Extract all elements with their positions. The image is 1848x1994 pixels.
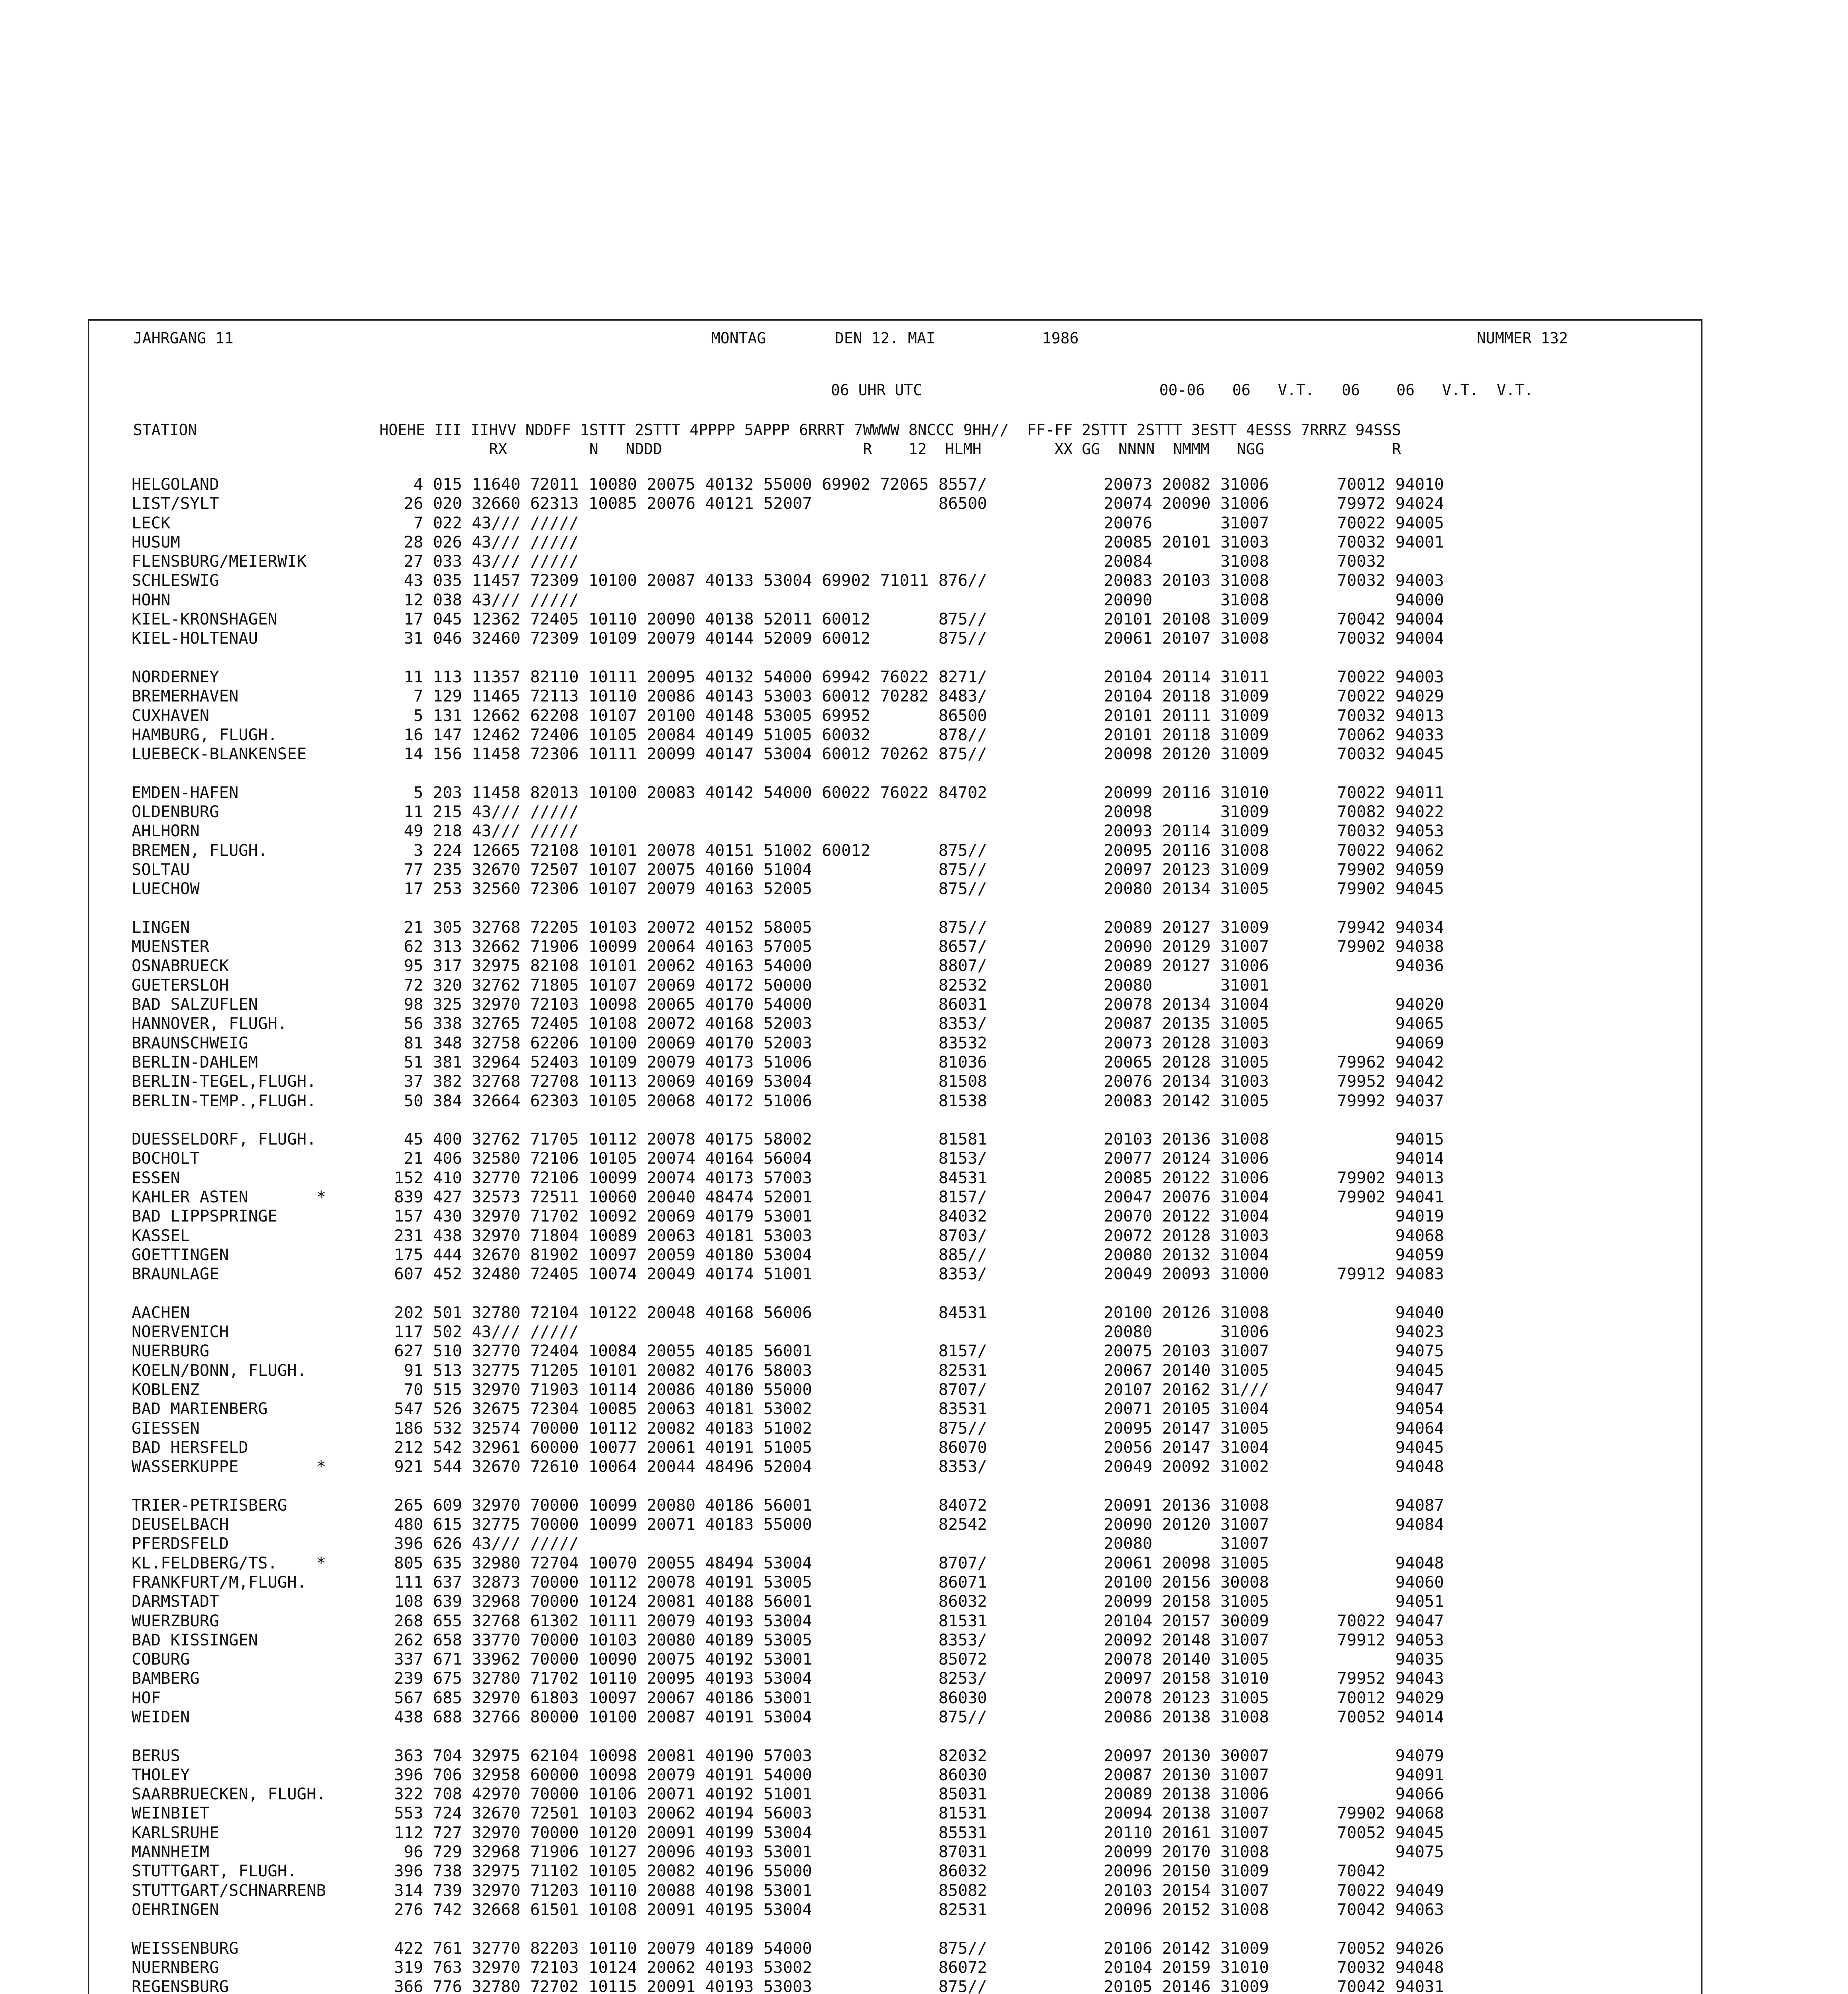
station-table	[132, 475, 1444, 1994]
header-jahrgang: JAHRGANG 11	[133, 329, 234, 347]
station-row: KIEL-KRONSHAGEN 17 045 12362 72405 10110 20090 40138 52011 60012 875// 20101 20108 31009 70042 94004	[132, 609, 1444, 629]
station-row: KOELN/BONN, FLUGH. 91 513 32775 71205 10101 20082 40176 58003 82531 20067 20140 31005 94045	[132, 1360, 1444, 1380]
station-row: SCHLESWIG 43 035 11457 72309 10100 20087 40133 53004 69902 71011 876// 20083 20103 31008 70032 94003	[132, 571, 1444, 590]
station-row: ESSEN 152 410 32770 72106 10099 20074 40173 57003 84531 20085 20122 31006 79902 94013	[132, 1168, 1444, 1187]
station-row: LUECHOW 17 253 32560 72306 10107 20079 40163 52005 875// 20080 20134 31005 79902 94045	[132, 879, 1444, 898]
station-row: BERLIN-DAHLEM 51 381 32964 52403 10109 20079 40173 51006 81036 20065 20128 31005 79962 94042	[132, 1052, 1444, 1072]
station-row: BAD LIPPSPRINGE 157 430 32970 71702 10092 20069 40179 53001 84032 20070 20122 31004 94019	[132, 1206, 1444, 1226]
station-row: LUEBECK-BLANKENSEE 14 156 11458 72306 10111 20099 40147 53004 60012 70262 875// 20098 20120 31009 70032 94045	[132, 744, 1444, 764]
station-row: WEINBIET 553 724 32670 72501 10103 20062 40194 56003 81531 20094 20138 31007 79902 94068	[132, 1803, 1444, 1823]
station-row: BERLIN-TEMP.,FLUGH. 50 384 32664 62303 10105 20068 40172 51006 81538 20083 20142 31005 79992 94037	[132, 1091, 1444, 1110]
station-row: WEIDEN 438 688 32766 80000 10100 20087 40191 53004 875// 20086 20138 31008 70052 94014	[132, 1707, 1444, 1726]
station-row: GIESSEN 186 532 32574 70000 10112 20082 40183 51002 875// 20095 20147 31005 94064	[132, 1418, 1444, 1438]
station-row: HELGOLAND 4 015 11640 72011 10080 20075 40132 55000 69902 72065 8557/ 20073 20082 31006 70012 94010	[132, 475, 1444, 494]
station-row: KL.FELDBERG/TS. * 805 635 32980 72704 10070 20055 48494 53004 8707/ 20061 20098 31005 94048	[132, 1553, 1444, 1572]
station-row: WUERZBURG 268 655 32768 61302 10111 20079 40193 53004 81531 20104 20157 30009 70022 94047	[132, 1611, 1444, 1630]
station-row: DUESSELDORF, FLUGH. 45 400 32762 71705 10112 20078 40175 58002 81581 20103 20136 31008 94015	[132, 1129, 1444, 1149]
station-row: SOLTAU 77 235 32670 72507 10107 20075 40160 51004 875// 20097 20123 31009 79902 94059	[132, 859, 1444, 879]
station-row: LECK 7 022 43/// ///// 20076 31007 70022 94005	[132, 513, 1444, 532]
station-row: CUXHAVEN 5 131 12662 62208 10107 20100 40148 53005 69952 86500 20101 20111 31009 70032 94013	[132, 705, 1444, 725]
station-row: BAD MARIENBERG 547 526 32675 72304 10085 20063 40181 53002 83531 20071 20105 31004 94054	[132, 1399, 1444, 1419]
station-row: MANNHEIM 96 729 32968 71906 10127 20096 40193 53001 87031 20099 20170 31008 94075	[132, 1842, 1444, 1862]
station-row: HANNOVER, FLUGH. 56 338 32765 72405 10108 20072 40168 52003 8353/ 20087 20135 31005 94065	[132, 1014, 1444, 1033]
station-row: WASSERKUPPE * 921 544 32670 72610 10064 20044 48496 52004 8353/ 20049 20092 31002 94048	[132, 1457, 1444, 1476]
group-spacer	[132, 648, 1444, 667]
station-row: OLDENBURG 11 215 43/// ///// 20098 31009 70082 94022	[132, 802, 1444, 822]
station-row: OSNABRUECK 95 317 32975 82108 10101 20062 40163 54000 8807/ 20089 20127 31006 94036	[132, 956, 1444, 975]
station-row: KASSEL 231 438 32970 71804 10089 20063 40181 53003 8703/ 20072 20128 31003 94068	[132, 1226, 1444, 1245]
header-number: NUMMER 132	[1477, 329, 1568, 347]
station-row: WEISSENBURG 422 761 32770 82203 10110 20079 40189 54000 875// 20106 20142 31009 70052 94026	[132, 1938, 1444, 1958]
station-row: NOERVENICH 117 502 43/// ///// 20080 31006 94023	[132, 1322, 1444, 1342]
station-row: BERUS 363 704 32975 62104 10098 20081 40190 57003 82032 20097 20130 30007 94079	[132, 1746, 1444, 1765]
station-row: KOBLENZ 70 515 32970 71903 10114 20086 40180 55000 8707/ 20107 20162 31/// 94047	[132, 1379, 1444, 1399]
station-row: BREMEN, FLUGH. 3 224 12665 72108 10101 20078 40151 51002 60012 875// 20095 20116 31008 70022 94062	[132, 840, 1444, 860]
station-row: COBURG 337 671 33962 70000 10090 20075 40192 53001 85072 20078 20140 31005 94035	[132, 1649, 1444, 1669]
station-row: DARMSTADT 108 639 32968 70000 10124 20081 40188 56001 86032 20099 20158 31005 94051	[132, 1592, 1444, 1611]
column-header-codes: STATION HOEHE III IIHVV NDDFF 1STTT 2STTT 4PPPP 5APPP 6RRRT 7WWWW 8NCCC 9HH// FF-FF 2STTT 2STTT 3ESTT 4ESSS 7RRRZ 94SSS	[133, 421, 1401, 439]
station-row: REGENSBURG 366 776 32780 72702 10115 20091 40193 53003 875// 20105 20146 31009 70042 94031	[132, 1977, 1444, 1994]
station-row: BAD KISSINGEN 262 658 33770 70000 10103 20080 40189 53005 8353/ 20092 20148 31007 79912 94053	[132, 1630, 1444, 1649]
group-spacer	[132, 1283, 1444, 1302]
station-row: FRANKFURT/M,FLUGH. 111 637 32873 70000 10112 20078 40191 53005 86071 20100 20156 30008 94060	[132, 1572, 1444, 1592]
station-row: THOLEY 396 706 32958 60000 10098 20079 40191 54000 86030 20087 20130 31007 94091	[132, 1765, 1444, 1784]
station-row: HAMBURG, FLUGH. 16 147 12462 72406 10105 20084 40149 51005 60032 878// 20101 20118 31009 70062 94033	[132, 725, 1444, 744]
station-row: GUETERSLOH 72 320 32762 71805 10107 20069 40172 50000 82532 20080 31001	[132, 975, 1269, 995]
station-row: KIEL-HOLTENAU 31 046 32460 72309 10109 20079 40144 52009 60012 875// 20061 20107 31008 70032 94004	[132, 629, 1444, 648]
station-row: BAD HERSFELD 212 542 32961 60000 10077 20061 40191 51005 86070 20056 20147 31004 94045	[132, 1437, 1444, 1457]
station-row: OEHRINGEN 276 742 32668 61501 10108 20091 40195 53004 82531 20096 20152 31008 70042 94063	[132, 1899, 1444, 1919]
station-row: BOCHOLT 21 406 32580 72106 10105 20074 40164 56004 8153/ 20077 20124 31006 94014	[132, 1149, 1444, 1168]
station-row: EMDEN-HAFEN 5 203 11458 82013 10100 20083 40142 54000 60022 76022 84702 20099 20116 31010 70022 94011	[132, 782, 1444, 802]
group-spacer	[132, 898, 1444, 918]
station-row: HOF 567 685 32970 61803 10097 20067 40186 53001 86030 20078 20123 31005 70012 94029	[132, 1688, 1444, 1707]
station-row: FLENSBURG/MEIERWIK 27 033 43/// ///// 20084 31008 70032	[132, 552, 1386, 571]
group-spacer	[132, 1110, 1444, 1129]
column-header-subcodes: RX N NDDD R 12 HLMH XX GG NNNN NMMM NGG R	[133, 440, 1401, 458]
header-year: 1986	[1042, 329, 1079, 347]
station-row: GOETTINGEN 175 444 32670 81902 10097 20059 40180 53004 885// 20080 20132 31004 94059	[132, 1245, 1444, 1264]
station-row: TRIER-PETRISBERG 265 609 32970 70000 10099 20080 40186 56001 84072 20091 20136 31008 94087	[132, 1495, 1444, 1515]
station-row: BRAUNLAGE 607 452 32480 72405 10074 20049 40174 51001 8353/ 20049 20093 31000 79912 94083	[132, 1264, 1444, 1284]
station-row: DEUSELBACH 480 615 32775 70000 10099 20071 40183 55000 82542 20090 20120 31007 94084	[132, 1515, 1444, 1534]
station-row: NUERBURG 627 510 32770 72404 10084 20055 40185 56001 8157/ 20075 20103 31007 94075	[132, 1341, 1444, 1361]
station-row: KAHLER ASTEN * 839 427 32573 72511 10060 20040 48474 52001 8157/ 20047 20076 31004 79902 94041	[132, 1187, 1444, 1206]
station-row: MUENSTER 62 313 32662 71906 10099 20064 40163 57005 8657/ 20090 20129 31007 79902 94038	[132, 937, 1444, 956]
column-header-time: 06 UHR UTC 00-06 06 V.T. 06 06 V.T. V.T.	[831, 381, 1533, 399]
station-row: HOHN 12 038 43/// ///// 20090 31008 94000	[132, 590, 1444, 609]
station-row: BRAUNSCHWEIG 81 348 32758 62206 10100 20069 40170 52003 83532 20073 20128 31003 94069	[132, 1033, 1444, 1052]
station-row: HUSUM 28 026 43/// ///// 20085 20101 31003 70032 94001	[132, 532, 1444, 552]
station-row: BREMERHAVEN 7 129 11465 72113 10110 20086 40143 53003 60012 70282 8483/ 20104 20118 31009 70022 94029	[132, 686, 1444, 706]
station-row: BERLIN-TEGEL,FLUGH. 37 382 32768 72708 10113 20069 40169 53004 81508 20076 20134 31003 79952 94042	[132, 1072, 1444, 1091]
station-row: STUTTGART/SCHNARRENB 314 739 32970 71203 10110 20088 40198 53001 85082 20103 20154 31007 70022 94049	[132, 1880, 1444, 1900]
station-row: AACHEN 202 501 32780 72104 10122 20048 40168 56006 84531 20100 20126 31008 94040	[132, 1302, 1444, 1322]
station-row: BAMBERG 239 675 32780 71702 10110 20095 40193 53004 8253/ 20097 20158 31010 79952 94043	[132, 1669, 1444, 1688]
station-row: STUTTGART, FLUGH. 396 738 32975 71102 10105 20082 40196 55000 86032 20096 20150 31009 70042	[132, 1861, 1386, 1881]
station-row: LIST/SYLT 26 020 32660 62313 10085 20076 40121 52007 86500 20074 20090 31006 79972 94024	[132, 494, 1444, 513]
header-weekday: MONTAG	[711, 329, 766, 347]
station-row: SAARBRUECKEN, FLUGH. 322 708 42970 70000 10106 20071 40192 51001 85031 20089 20138 31006 94066	[132, 1784, 1444, 1804]
group-spacer	[132, 1476, 1444, 1495]
station-row: KARLSRUHE 112 727 32970 70000 10120 20091 40199 53004 85531 20110 20161 31007 70052 94045	[132, 1823, 1444, 1842]
station-row: NORDERNEY 11 113 11357 82110 10111 20095 40132 54000 69942 76022 8271/ 20104 20114 31011 70022 94003	[132, 667, 1444, 686]
group-spacer	[132, 1919, 1444, 1938]
station-row: BAD SALZUFLEN 98 325 32970 72103 10098 20065 40170 54000 86031 20078 20134 31004 94020	[132, 995, 1444, 1014]
header-date: DEN 12. MAI	[835, 329, 935, 347]
station-row: NUERNBERG 319 763 32970 72103 10124 20062 40193 53002 86072 20104 20159 31010 70032 94048	[132, 1957, 1444, 1977]
station-row: AHLHORN 49 218 43/// ///// 20093 20114 31009 70032 94053	[132, 821, 1444, 841]
group-spacer	[132, 763, 1444, 782]
station-row: LINGEN 21 305 32768 72205 10103 20072 40152 58005 875// 20089 20127 31009 79942 94034	[132, 917, 1444, 937]
group-spacer	[132, 1726, 1444, 1746]
station-row: PFERDSFELD 396 626 43/// ///// 20080 31007	[132, 1534, 1269, 1553]
